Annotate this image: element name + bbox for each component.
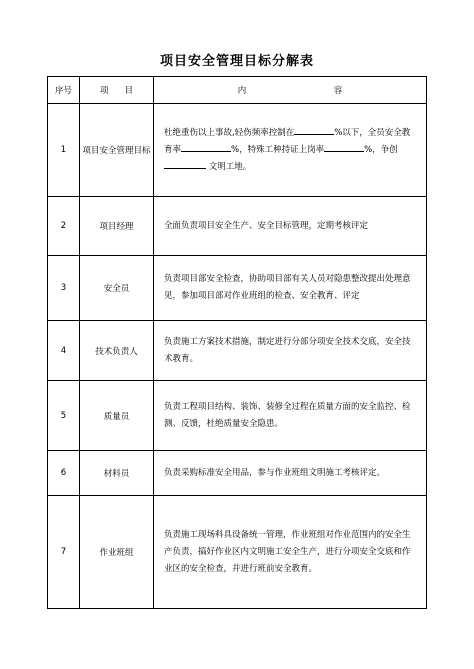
table-header-row: [48, 77, 427, 104]
header-seq: 序号: [48, 77, 80, 104]
fill-blank: [164, 159, 206, 169]
header-content-char: 容: [333, 86, 343, 96]
content-text: 杜绝重伤以上事故,轻伤频率控制在: [164, 127, 295, 138]
row-item: 材料员: [80, 451, 154, 496]
header-item: [80, 77, 154, 104]
table-row: [48, 381, 427, 451]
row-content: 负责项目部安全检查，协助项目部有关人员对隐患整改提出处理意见，参加项目部对作业班组的检查、安全教育、评定: [154, 256, 427, 321]
safety-target-table: [47, 76, 427, 609]
header-content-char: 内: [237, 86, 247, 96]
row-seq: 5: [48, 381, 80, 451]
row-item: 技术负责人: [80, 321, 154, 381]
row-item: 质量员: [80, 381, 154, 451]
row-item: 项目安全管理目标: [80, 104, 154, 197]
header-content: [154, 77, 427, 104]
row-seq: 6: [48, 451, 80, 496]
row-content: [154, 104, 427, 197]
fill-blank: [294, 125, 334, 135]
row-content: 负责施工方案技术措施，制定进行分部分项安全技术交底，安全技术教育。: [154, 321, 427, 381]
content-text: %，争创: [364, 144, 398, 155]
row-seq: 2: [48, 197, 80, 256]
table-row: [48, 451, 427, 496]
page-title: 项目安全管理目标分解表: [159, 54, 314, 69]
row-content: 负责施工现场料具设备统一管理，作业班组对作业范围内的安全生产负责，搞好作业区内文明施工安全生产，进行分项安全交底和作业区的安全检查，并进行班前安全教育。: [154, 496, 427, 609]
table-row: [48, 496, 427, 609]
row-seq: 4: [48, 321, 80, 381]
table-row: [48, 197, 427, 256]
row-seq: 3: [48, 256, 80, 321]
row-item: 安全员: [80, 256, 154, 321]
header-item-char: 目: [124, 86, 133, 96]
table-row: [48, 104, 427, 197]
row-content: 负责采购标准安全用品，参与作业班组文明施工考核评定。: [154, 451, 427, 496]
row-content: 负责工程项目结构、装饰、装修全过程在质量方面的安全监控、检 测、反馈，杜绝质量安全隐患。: [154, 381, 427, 451]
row-content: 全面负责项目安全生产、安全目标管理，定期考核评定: [154, 197, 427, 256]
row-seq: 7: [48, 496, 80, 609]
content-text: %以下，全员安全教育率: [164, 127, 411, 155]
table-row: [48, 256, 427, 321]
table-row: [48, 321, 427, 381]
content-text: %，特殊工种持证上岗率: [231, 144, 325, 155]
header-item-char: 项: [99, 86, 109, 96]
content-text: 文明工地。: [208, 161, 252, 172]
row-seq: 1: [48, 104, 80, 197]
row-item: 项目经理: [80, 197, 154, 256]
fill-blank: [324, 142, 364, 152]
fill-blank: [181, 142, 231, 152]
row-item: 作业班组: [80, 496, 154, 609]
